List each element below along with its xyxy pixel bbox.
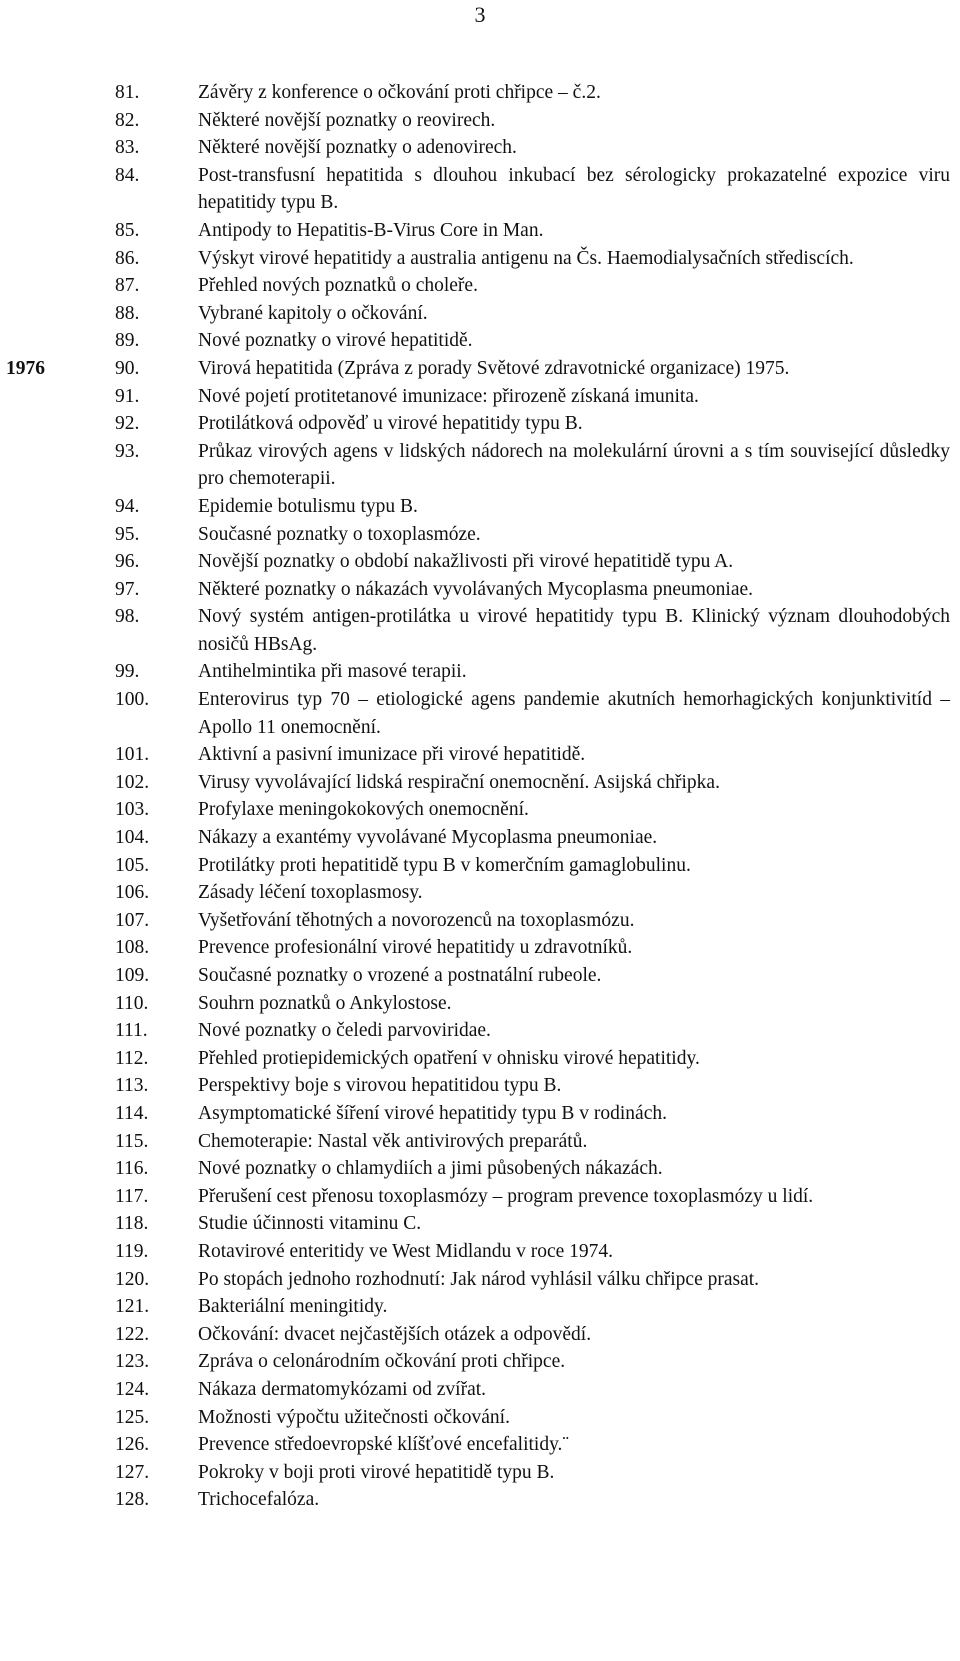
list-item <box>0 1486 960 1514</box>
item-title: Nové pojetí protitetanové imunizace: přirozeně získaná imunita. <box>198 385 699 407</box>
item-title: Možnosti výpočtu užitečnosti očkování. <box>198 1406 510 1428</box>
item-number: 94. <box>115 495 140 517</box>
item-title: Některé poznatky o nákazách vyvolávaných Mycoplasma pneumoniae. <box>198 578 753 600</box>
list-item <box>0 907 960 935</box>
item-title: Přehled protiepidemických opatření v ohnisku virové hepatitidy. <box>198 1047 700 1069</box>
item-number: 85. <box>115 219 140 241</box>
list-item <box>0 686 960 741</box>
item-number: 126. <box>115 1434 150 1456</box>
item-number: 86. <box>115 247 140 269</box>
list-item <box>0 327 960 355</box>
item-title: Zpráva o celonárodním očkování proti chřipce. <box>198 1351 566 1373</box>
item-title: Průkaz virových agens v lidských nádorech na molekulární úrovni a s tím související důsledky pro chemoterapii. <box>198 440 950 490</box>
item-number: 121. <box>115 1296 150 1318</box>
list-item <box>0 1183 960 1211</box>
item-number: 95. <box>115 523 140 545</box>
item-title: Přerušení cest přenosu toxoplasmózy – program prevence toxoplasmózy u lidí. <box>198 1185 814 1207</box>
list-item <box>0 1210 960 1238</box>
item-number: 127. <box>115 1461 150 1483</box>
item-title: Bakteriální meningitidy. <box>198 1296 388 1318</box>
item-number: 92. <box>115 413 140 435</box>
list-item <box>0 493 960 521</box>
list-item <box>0 1072 960 1100</box>
item-title: Závěry z konference o očkování proti chřipce – č.2. <box>198 82 601 103</box>
publication-list <box>0 79 960 1514</box>
list-item <box>0 1404 960 1432</box>
item-number: 111. <box>115 1020 148 1042</box>
item-title: Výskyt virové hepatitidy a australia antigenu na Čs. Haemodialysačních střediscích. <box>198 247 854 269</box>
list-item <box>0 162 960 217</box>
item-title: Rotavirové enteritidy ve West Midlandu v roce 1974. <box>198 1240 614 1262</box>
item-title: Profylaxe meningokokových onemocnění. <box>198 799 529 821</box>
item-title: Studie účinnosti vitaminu C. <box>198 1213 422 1235</box>
item-number: 101. <box>115 744 150 766</box>
list-item <box>0 1321 960 1349</box>
list-item <box>0 824 960 852</box>
item-number: 119. <box>115 1240 149 1262</box>
list-item <box>0 1017 960 1045</box>
list-item <box>0 1128 960 1156</box>
list-item <box>0 1348 960 1376</box>
item-title: Trichocefalóza. <box>198 1489 320 1511</box>
item-title: Epidemie botulismu typu B. <box>198 495 418 517</box>
item-number: 99. <box>115 661 140 683</box>
list-item <box>0 107 960 135</box>
item-title: Protilátky proti hepatitidě typu B v komerčním gamaglobulinu. <box>198 854 691 876</box>
list-item <box>0 1431 960 1459</box>
item-title: Post-transfusní hepatitida s dlouhou inkubací bez sérologicky prokazatelné expozice viru hepatitidy typu B. <box>198 164 950 214</box>
list-item <box>0 272 960 300</box>
list-item <box>0 300 960 328</box>
item-title: Vyšetřování těhotných a novorozenců na toxoplasmózu. <box>198 909 635 931</box>
item-title: Přehled nových poznatků o choleře. <box>198 275 478 297</box>
list-item <box>0 852 960 880</box>
item-number: 116. <box>115 1158 149 1180</box>
item-title: Po stopách jednoho rozhodnutí: Jak národ vyhlásil válku chřipce prasat. <box>198 1268 760 1290</box>
item-title: Souhrn poznatků o Ankylostose. <box>198 992 452 1014</box>
item-number: 112. <box>115 1047 149 1069</box>
item-number: 106. <box>115 882 150 904</box>
item-title: Nové poznatky o chlamydiích a jimi působených nákazách. <box>198 1158 663 1180</box>
list-item <box>0 1293 960 1321</box>
list-item <box>0 796 960 824</box>
item-title: Protilátková odpověď u virové hepatitidy typu B. <box>198 413 583 435</box>
item-title: Virová hepatitida (Zpráva z porady Světové zdravotnické organizace) 1975. <box>198 357 790 379</box>
item-number: 81. <box>115 82 140 103</box>
item-number: 108. <box>115 937 150 959</box>
list-item <box>0 1459 960 1487</box>
year-marker: 1976 <box>6 357 45 379</box>
list-item <box>0 521 960 549</box>
item-number: 84. <box>115 164 140 186</box>
list-item <box>0 990 960 1018</box>
item-title: Současné poznatky o vrozené a postnatální rubeole. <box>198 965 602 986</box>
item-number: 114. <box>115 1102 149 1124</box>
item-title: Antihelmintika při masové terapii. <box>198 661 467 683</box>
list-item <box>0 548 960 576</box>
list-item <box>0 741 960 769</box>
list-item <box>0 769 960 797</box>
item-number: 115. <box>115 1130 149 1152</box>
list-item <box>0 1238 960 1266</box>
item-number: 109. <box>115 965 150 986</box>
item-title: Prevence středoevropské klíšťové encefalitidy.¨ <box>198 1434 569 1456</box>
item-number: 125. <box>115 1406 150 1428</box>
item-number: 83. <box>115 137 140 159</box>
item-number: 100. <box>115 689 150 711</box>
item-number: 122. <box>115 1323 150 1345</box>
list-item <box>0 603 960 658</box>
item-number: 103. <box>115 799 150 821</box>
item-number: 96. <box>115 551 140 573</box>
list-item <box>0 962 960 990</box>
item-number: 87. <box>115 275 140 297</box>
item-title: Chemoterapie: Nastal věk antivirových preparátů. <box>198 1130 588 1152</box>
item-title: Aktivní a pasivní imunizace při virové hepatitidě. <box>198 744 586 766</box>
item-number: 102. <box>115 771 150 793</box>
item-title: Současné poznatky o toxoplasmóze. <box>198 523 481 545</box>
page-number: 3 <box>474 2 486 27</box>
list-item <box>0 1376 960 1404</box>
item-number: 128. <box>115 1489 150 1511</box>
list-item <box>0 879 960 907</box>
item-number: 89. <box>115 330 140 352</box>
item-title: Některé novější poznatky o adenovirech. <box>198 137 517 159</box>
item-title: Očkování: dvacet nejčastějších otázek a odpovědí. <box>198 1323 592 1345</box>
item-title: Zásady léčení toxoplasmosy. <box>198 882 423 904</box>
item-title: Nové poznatky o čeledi parvoviridae. <box>198 1020 491 1042</box>
item-title: Některé novější poznatky o reovirech. <box>198 109 496 131</box>
list-item <box>0 410 960 438</box>
item-title: Nákaza dermatomykózami od zvířat. <box>198 1378 487 1400</box>
item-title: Nákazy a exantémy vyvolávané Mycoplasma pneumoniae. <box>198 827 658 849</box>
item-number: 97. <box>115 578 140 600</box>
item-title: Perspektivy boje s virovou hepatitidou typu B. <box>198 1075 562 1097</box>
item-number: 118. <box>115 1213 149 1235</box>
list-item <box>0 934 960 962</box>
item-number: 82. <box>115 109 140 131</box>
item-number: 105. <box>115 854 150 876</box>
item-number: 124. <box>115 1378 150 1400</box>
list-item <box>0 79 960 107</box>
list-item <box>0 438 960 493</box>
item-title: Pokroky v boji proti virové hepatitidě typu B. <box>198 1461 555 1483</box>
item-number: 98. <box>115 606 140 628</box>
item-title: Antipody to Hepatitis-B-Virus Core in Man. <box>198 219 544 241</box>
item-title: Nové poznatky o virové hepatitidě. <box>198 330 473 352</box>
item-number: 104. <box>115 827 150 849</box>
list-item <box>0 1266 960 1294</box>
item-title: Nový systém antigen-protilátka u virové hepatitidy typu B. Klinický význam dlouhodobých nosičů HBsAg. <box>198 606 950 655</box>
list-item <box>0 1045 960 1073</box>
list-item <box>0 1100 960 1128</box>
item-title: Novější poznatky o období nakažlivosti při virové hepatitidě typu A. <box>198 551 734 573</box>
item-title: Asymptomatické šíření virové hepatitidy typu B v rodinách. <box>198 1102 667 1124</box>
item-number: 117. <box>115 1185 149 1207</box>
item-title: Enterovirus typ 70 – etiologické agens pandemie akutních hemorhagických konjunktivitíd – Apollo 11 onemocnění. <box>198 689 950 738</box>
item-number: 88. <box>115 302 140 324</box>
item-number: 90. <box>115 357 140 379</box>
item-number: 91. <box>115 385 140 407</box>
item-number: 120. <box>115 1268 150 1290</box>
list-item <box>0 355 960 383</box>
item-number: 123. <box>115 1351 150 1373</box>
item-number: 107. <box>115 909 150 931</box>
item-number: 110. <box>115 992 149 1014</box>
list-item <box>0 134 960 162</box>
list-item <box>0 658 960 686</box>
list-item <box>0 576 960 604</box>
list-item <box>0 217 960 245</box>
item-title: Virusy vyvolávající lidská respirační onemocnění. Asijská chřipka. <box>198 771 720 793</box>
item-title: Vybrané kapitoly o očkování. <box>198 302 428 324</box>
list-item <box>0 383 960 411</box>
item-title: Prevence profesionální virové hepatitidy u zdravotníků. <box>198 937 633 959</box>
item-number: 113. <box>115 1075 149 1097</box>
list-item <box>0 245 960 273</box>
list-item <box>0 1155 960 1183</box>
item-number: 93. <box>115 440 140 462</box>
